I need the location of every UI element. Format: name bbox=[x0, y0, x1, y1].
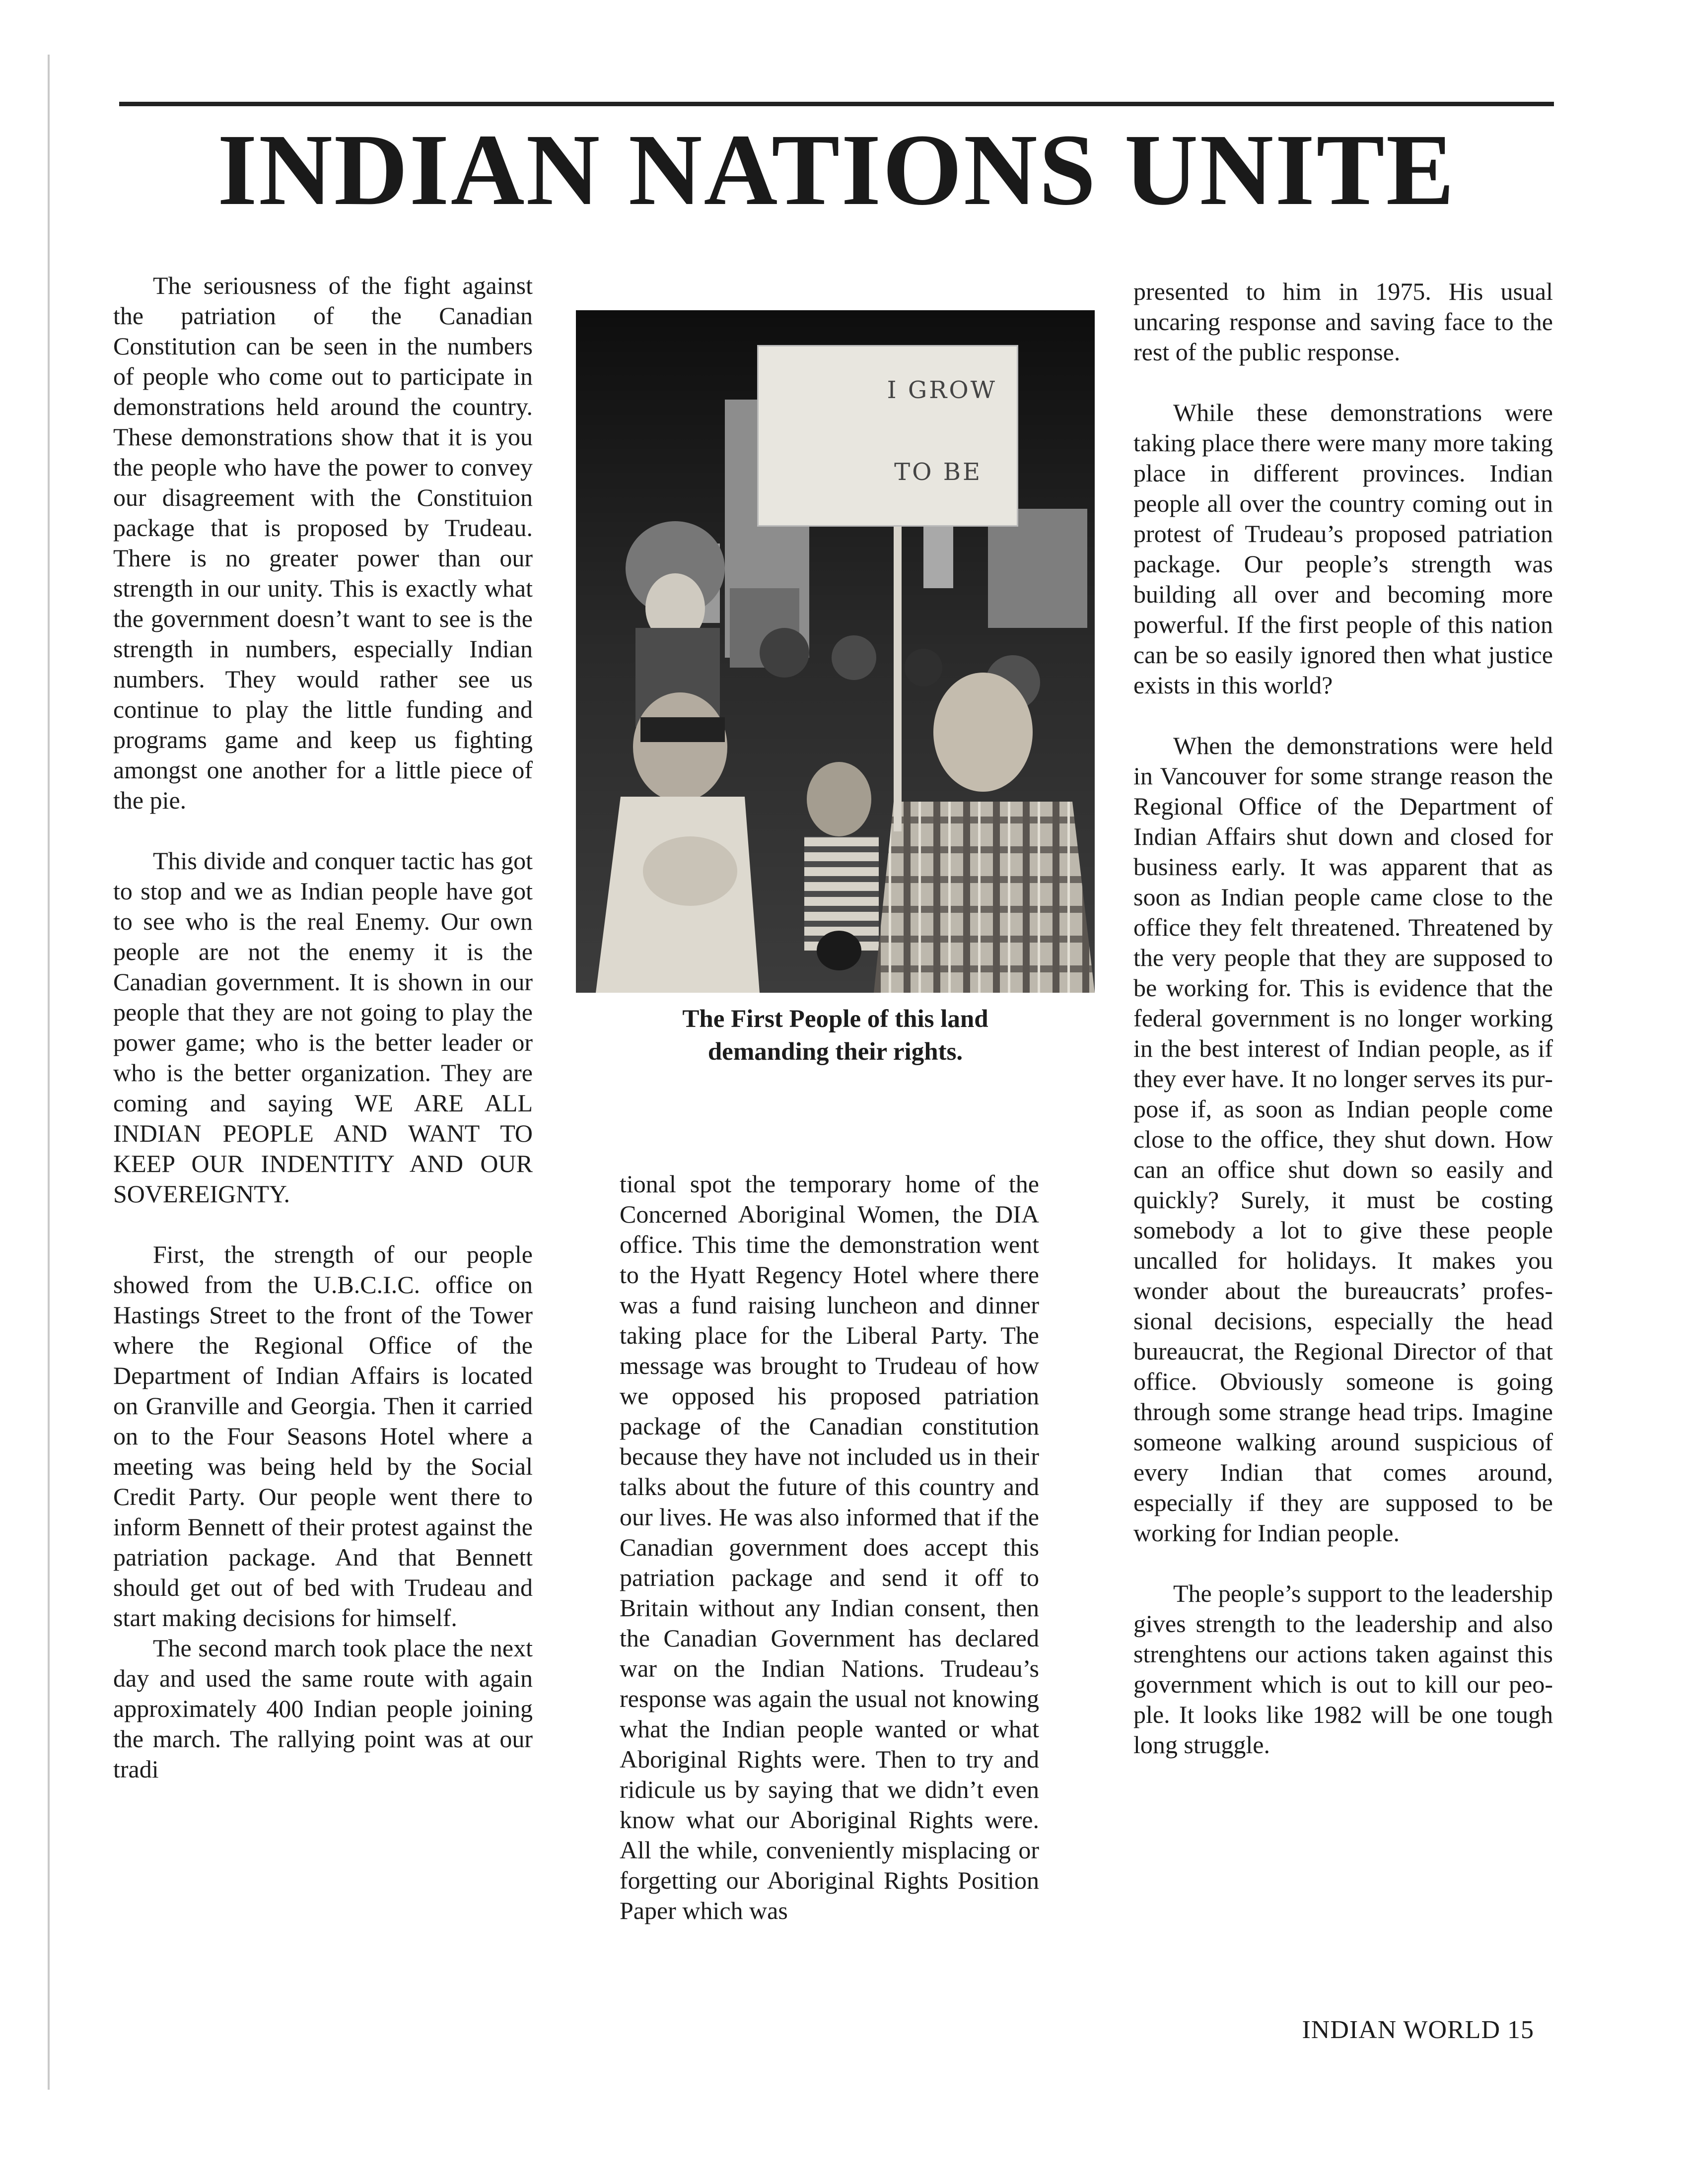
page-footer: INDIAN WORLD 15 bbox=[1302, 2016, 1534, 2044]
article-column-3 bbox=[1133, 276, 1553, 1760]
paragraph: When the demonstrations were held in Vancouver for some strange reason the Regional Office of the Department of Indian Affairs shut down and closed for business early. It was apparent that as soon as Indian people came close to the office they felt threatened. Threatened by the very people that they are supposed to be working for. This is evidence that the federal government is no longer working in the best interest of Indian people, as if they ever have. It no longer serves its purpose if, as soon as Indian people come close to the office, they shut down. How can an office shut down so easily and quickly? Surely, it must be costing somebody a lot to give these people uncalled for holidays. It makes you wonder about the bureaucrats’ professional decisions, especially the head bureaucrat, the Regional Director of that office. Obviously someone is going through some strange head trips. Imagine someone walking around suspicious of every Indian that comes around, especially if they are supposed to be working for Indian people. bbox=[1133, 732, 1553, 1547]
caption-line-2: demanding their rights. bbox=[707, 1038, 963, 1066]
protest-photo bbox=[576, 310, 1095, 993]
caption-line-1: The First People of this land bbox=[682, 1005, 988, 1033]
paragraph: The people’s support to the leadership gives strength to the leadership and also strenghtens our actions taken against this government which is out to kill our people. It looks like 1982 will be one tough long struggle. bbox=[1133, 1579, 1553, 1759]
paragraph: The seriousness of the fight against the patriation of the Canadian Constitution can be seen in the numbers of people who come out to participate in demonstrations held around the country. These demonstrations show that it is you the people who have the power to convey our disagreement with the Constituion package that is proposed by Trudeau. There is no greater power than our strength in our unity. This is exactly what the government doesn’t want to see is the strength in numbers, especially Indian numbers. They would rather see us continue to play the little funding and programs game and keep us fighting amongst one another for a little piece of the pie. bbox=[113, 272, 533, 814]
paragraph: First, the strength of our people showed from the U.B.C.I.C. office on Hastings Street to the front of the Tower where the Regional Office of the Department of Indian Affairs is located on Granville and Georgia. Then it carried on to the Four Seasons Hotel where a meeting was being held by the Social Credit Party. Our people went there to inform Bennett of their protest against the patriation package. And that Bennett should get out of bed with Trudeau and start making decisions for himself. bbox=[113, 1240, 533, 1632]
article-column-1 bbox=[113, 271, 533, 1784]
headline-rule bbox=[119, 102, 1554, 106]
paragraph: tional spot the temporary home of the Concerned Aboriginal Women, the DIA office. This time the demonstration went to the Hyatt Regency Hotel where there was a fund raising luncheon and dinner taking place for the Liberal Party. The message was brought to Trudeau of how we opposed his proposed patriation package of the Canadian constitution because they have not included us in their talks about the future of this country and our lives. He was also informed that if the Canadian government does accept this patriation package and send it off to Britain without any Indian consent, then the Canadian Government has declared war on the Indian Nations. Trudeau’s response was again the usual not knowing what the Indian people wanted or what Aboriginal Rights were. Then to try and ridicule us by saying that we didn’t even know what our Aboriginal Rights were. All the while, conveniently misplacing or forgetting our Aboriginal Rights Position Paper which was bbox=[620, 1170, 1039, 1924]
sign-text-line-1: I GROW bbox=[887, 376, 997, 404]
article-column-2 bbox=[620, 1169, 1039, 1926]
page-edge bbox=[48, 55, 50, 2090]
paragraph: This divide and conquer tactic has got to stop and we as Indian people have got to see who is the real Enemy. Our own people are not the enemy it is the Canadian government. It is shown in our people that they are not going to play the power game; who is the better leader or who is the better organization. They are coming and saying WE ARE ALL INDIAN PEOPLE AND WANT TO KEEP OUR INDENTITY AND OUR SOVEREIGNTY. bbox=[113, 847, 533, 1208]
paragraph: While these demonstrations were taking place there were many more taking place in different provinces. Indian people all over the country coming out in protest of Trudeau’s proposed patriation package. Our people’s strength was building all over and becoming more powerful. If the first people of this nation can be so easily ignored then what justice exists in this world? bbox=[1133, 399, 1553, 699]
headline: INDIAN NATIONS UNITE bbox=[217, 113, 1456, 226]
paragraph: presented to him in 1975. His usual uncaring response and saving face to the rest of the public response. bbox=[1133, 277, 1553, 366]
sign-text-line-2: TO BE bbox=[894, 458, 982, 486]
paragraph: The second march took place the next day and used the same route with again approximately 400 Indian people joining the march. The rallying point was at our tradi bbox=[113, 1634, 533, 1783]
photo-caption bbox=[576, 1003, 1095, 1068]
protest-sign bbox=[757, 345, 1018, 527]
